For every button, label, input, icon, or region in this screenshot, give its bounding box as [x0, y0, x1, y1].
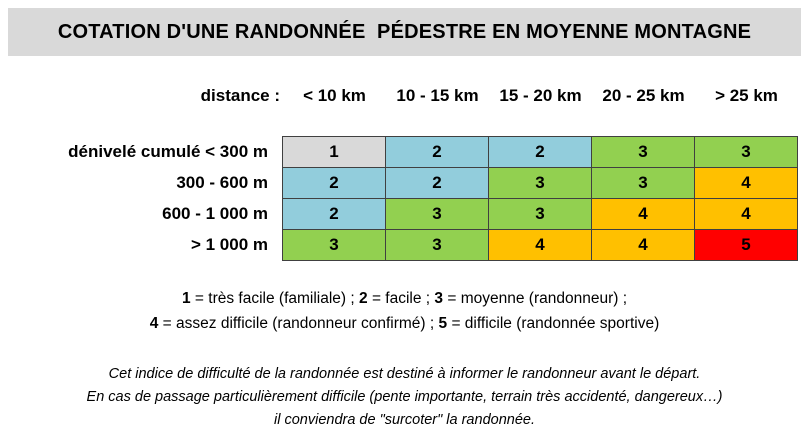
legend-number: 1	[181, 290, 191, 307]
note-line: Cet indice de difficulté de la randonnée est destiné à informer le randonneur avant le départ.	[108, 366, 701, 382]
column-header: 10 - 15 km	[396, 86, 479, 105]
grid-cell: 3	[695, 137, 798, 168]
legend-text: = assez difficile (randonneur confirmé) ;	[158, 315, 439, 332]
grid-cell: 4	[695, 199, 798, 230]
grid-cell: 4	[592, 199, 695, 230]
grid-cell: 3	[592, 168, 695, 199]
grid-cell: 2	[283, 168, 386, 199]
grid-cell: 3	[386, 230, 489, 261]
row-label: > 1 000 m	[190, 235, 268, 254]
column-header: 20 - 25 km	[602, 86, 685, 105]
grid-cell: 4	[695, 168, 798, 199]
legend-number: 5	[438, 315, 448, 332]
grid-cell: 1	[283, 137, 386, 168]
title-bar	[8, 8, 801, 56]
distance-label: distance :	[200, 86, 280, 105]
legend-line-1	[0, 290, 809, 308]
grid-cell: 3	[386, 199, 489, 230]
page-title: COTATION D'UNE RANDONNÉE PÉDESTRE EN MOYENNE MONTAGNE	[57, 20, 752, 43]
note-line: il conviendra de "surcoter" la randonnée.	[274, 412, 535, 428]
legend-text: = moyenne (randonneur) ;	[443, 290, 628, 307]
row-label: 300 - 600 m	[176, 173, 268, 192]
legend-number: 2	[359, 290, 368, 307]
grid-cell: 4	[592, 230, 695, 261]
grid-cell: 3	[489, 199, 592, 230]
grid-cell: 3	[489, 168, 592, 199]
grid-cell: 2	[489, 137, 592, 168]
grid-cell: 3	[283, 230, 386, 261]
legend-line-2	[0, 315, 809, 333]
column-header: 15 - 20 km	[499, 86, 582, 105]
grid-cell: 3	[592, 137, 695, 168]
difficulty-grid	[282, 136, 798, 261]
row-label: dénivelé cumulé < 300 m	[68, 142, 268, 161]
legend-number: 4	[149, 315, 159, 332]
column-header: < 10 km	[303, 86, 366, 105]
grid-cell: 2	[283, 199, 386, 230]
grid-cell: 4	[489, 230, 592, 261]
legend-text: = très facile (familiale) ;	[190, 290, 360, 307]
grid-cell: 2	[386, 168, 489, 199]
row-label: 600 - 1 000 m	[162, 204, 268, 223]
legend-number: 3	[434, 290, 444, 307]
legend-text: = facile ;	[367, 290, 435, 307]
column-header: > 25 km	[715, 86, 778, 105]
legend-text: = difficile (randonnée sportive)	[447, 315, 660, 332]
grid-cell: 2	[386, 137, 489, 168]
grid-cell: 5	[695, 230, 798, 261]
note-line: En cas de passage particulièrement difficile (pente importante, terrain très accidenté, dangereux…)	[86, 389, 723, 405]
